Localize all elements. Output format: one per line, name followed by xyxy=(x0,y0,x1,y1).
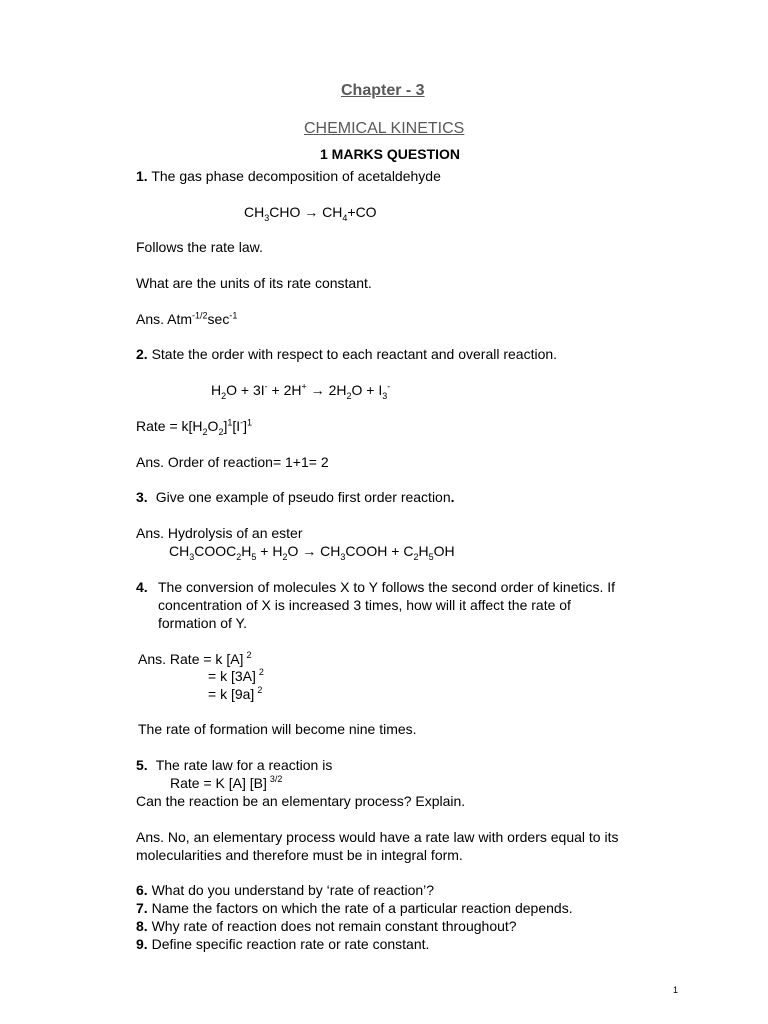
question-text: Give one example of pseudo first order reaction xyxy=(155,489,451,505)
question-5 xyxy=(136,757,332,774)
question-9: 9. Define specific reaction rate or rate constant. xyxy=(136,936,430,952)
equation-3: $CH_3COOC_2H_5 + H_2O$ → $CH_3COOH + C_2H_5OH$ xyxy=(169,543,455,562)
answer-4-line-1: Ans. Rate = k [A] $^2$ xyxy=(138,650,252,667)
question-4-line-3: formation of Y. xyxy=(158,615,247,631)
question-4-line-1: The conversion of molecules X to Y follows the second order of kinetics. If xyxy=(158,579,616,595)
answer-1: Ans. $Atm^{-1/2}\sec^{-1}$ xyxy=(136,310,238,327)
answer-5-line-2: molecularities and therefore must be in integral form. xyxy=(136,847,463,863)
answer-4-line-2: = k [3A] $^2$ xyxy=(208,667,264,684)
answer-4-conclusion: The rate of formation will become nine times. xyxy=(138,721,417,737)
chapter-heading: Chapter - 3 xyxy=(341,82,425,99)
question-4-line-2: concentration of X is increased 3 times, how will it affect the rate of xyxy=(158,597,571,613)
question-7: 7. Name the factors on which the rate of a particular reaction depends. xyxy=(136,900,573,916)
rate-law-2: Rate = $k[H_2O_2]^1[I^-]^1$ xyxy=(136,417,253,437)
equation-1: $CH_3CHO \to CH_4+CO$ xyxy=(244,204,377,223)
question-number: 2. xyxy=(136,346,148,362)
section-heading: 1 MARKS QUESTION xyxy=(320,146,461,162)
question-8: 8. Why rate of reaction does not remain constant throughout? xyxy=(136,918,517,934)
question-4-number: 4. xyxy=(136,579,148,595)
answer-3: Ans. Hydrolysis of an ester xyxy=(136,525,303,541)
question-2 xyxy=(136,346,557,363)
question-1-line-3: What are the units of its rate constant. xyxy=(136,275,372,291)
chapter-title: CHEMICAL KINETICS xyxy=(304,120,465,137)
answer-5-line-1: Ans. No, an elementary process would have a rate law with orders equal to its xyxy=(136,829,619,845)
question-1-line-2: Follows the rate law. xyxy=(136,239,263,255)
question-5-question: Can the reaction be an elementary process? Explain. xyxy=(136,793,466,809)
question-6: 6. What do you understand by ‘rate of reaction’? xyxy=(136,882,435,898)
question-3: 3. Give one example of pseudo first order reaction. xyxy=(136,489,455,505)
answer-4-line-3: = k [9a] $^2$ xyxy=(208,685,263,702)
equation-2: $H_2O + 3I^- + 2H^+ \to 2H_2O + I_3^-$ xyxy=(211,381,391,401)
rate-law-5: Rate = K [A] [B] $^{3/2}$ xyxy=(170,774,283,791)
question-1 xyxy=(136,168,441,185)
question-number: 3. xyxy=(136,489,148,505)
question-number: 1. xyxy=(136,168,148,184)
page-number: 1 xyxy=(673,985,679,995)
question-text: State the order with respect to each reactant and overall reaction. xyxy=(147,346,558,362)
question-text: The gas phase decomposition of acetaldehyde xyxy=(147,168,441,184)
question-text: The rate law for a reaction is xyxy=(155,757,333,773)
question-number: 5. xyxy=(136,757,148,773)
answer-2: Ans. Order of reaction= 1+1= 2 xyxy=(136,454,329,470)
